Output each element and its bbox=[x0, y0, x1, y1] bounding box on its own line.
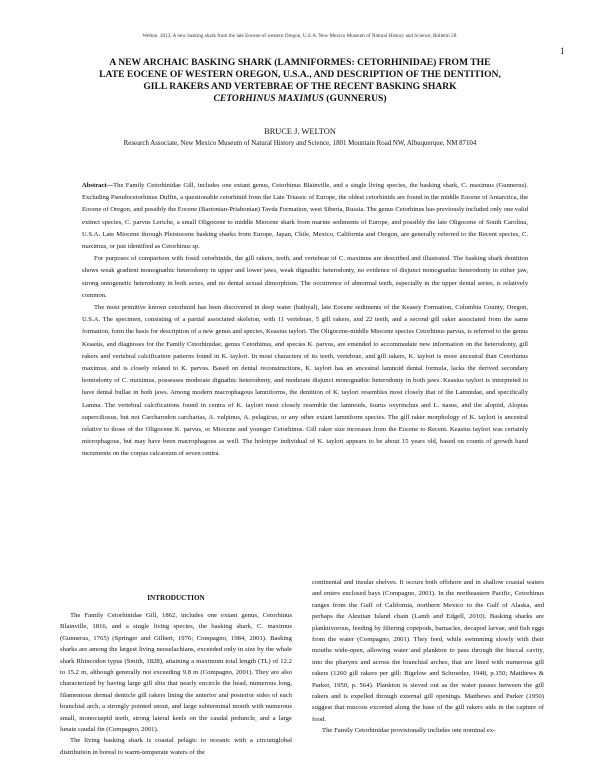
abstract bbox=[82, 180, 528, 461]
paper-title bbox=[40, 57, 560, 105]
abstract-paragraph: Abstract—The Family Cetorhinidae Gill, includes one extant genus, Cetorhinus Blainville, and a single living species, the basking shark, C. maximus (Gunnerus). Excluding Pseudocetorhinus Duffin, a questionable cetorhinid from the Late Triassic of Europe, the oldest cetorhinids are found in the middle Eocene of Antarctica, the Eocene of Oregon, and possibly the Eocene (Bartonian-Priabonian) Tavda Formation, west Siberia, Russia. The genus Cetorhinus has previously included only one valid extinct species, C. parvus Leriche, a small Oligocene to middle Miocene shark from marine sediments of Europe, and possibly the late Oligocene of South Carolina, U.S.A. Late Miocene through Pleistocene basking sharks from Europe, Japan, Chile, Mexico, California and Oregon, are generally referred to the Recent species, C. maximus, or just identified as Cetorhinus sp. bbox=[82, 182, 528, 251]
body-paragraph: continental and insular shelves. It occurs both offshore and in shallow coastal waters and enters enclosed bays (Compagno, 2001). In the northeastern Pacific, Cetorhinus ranges from the Gulf of California, northern Mexico to the Gulf of Alaska, and perhaps the Aleutian Island chain (Lamb and Edgell, 2010). Basking sharks are planktivorous, feeding by filtering copepods, barnacles, decapod larvae, and fish eggs from the water (Compagno, 2001). They feed, while swimming slowly with their mouths wide-open, allowing water and plankton to pass through the buccal cavity, into the pharynx and across the branchial arches, that are lined with numerous gill rakers (1260 gill rakers per gill: Bigelow and Schroeder, 1948, p.150; Matthews & Parker, 1950, p. 564). Plankton is sieved out as the water passes between the gill rakers and is expelled through external gill openings. Matthews and Parker (1950) suggest that mucous excreted along the base of the gill rakers aids in the capture of food. bbox=[312, 579, 544, 723]
running-header: Welton, 2013, A new basking shark from the late Eocene of western Oregon, U.S.A. New Mexico Museum of Natural History and Science, Bulletin 58. bbox=[142, 33, 458, 39]
abstract-paragraph: For purposes of comparison with fossil cetorhinids, the gill rakers, teeth, and vertebrae of C. maximus are described and illustrated. The basking shark dentition shows weak gradient monognathic heterodonty in upper and lower jaws, weak dignathic heterodonty, no evidence of disjunct monognathic heterodonty in either jaw, strong ontogenetic heterodonty in both sexes, and no dental sexual dimorphism. The occurrence of abnormal teeth, especially in the upper dental series, is relatively common. bbox=[82, 255, 528, 299]
body-paragraph: The living basking shark is coastal pelagic to oceanic with a circumglobal distribution in boreal to warm-temperate waters of the bbox=[60, 737, 292, 756]
title-species-author: (GUNNERUS) bbox=[323, 93, 387, 104]
title-species: CETORHINUS MAXIMUS bbox=[213, 93, 324, 104]
body-paragraph: The Family Cetorhinidae Gill, 1862, includes one extant genus, Cetorhinus Blainville, 1816, and a single living species, the basking shark, C. maximus (Gunnerus, 1765) (Springer and Gilbert, 1976; Compagno, 1984, 2001). Basking sharks are among the largest living neoselachians, exceeded only in size by the whale shark Rhincodon typus (Smith, 1828), attaining a maximum total length (TL) of 12.2 to 15.2 m, although generally not exceeding 9.8 m (Compagno, 2001). They are also characterized by having large gill slits that nearly encircle the head, numerous long, filamentous dermal denticle gill rakers lining the anterior and posterior sides of each branchial arch, a strongly pointed snout, and large subterminal mouth with numerous small, monocuspid teeth, strong lateral keels on the caudal peduncle, and a large lunate caudal fin (Compagno, 2001). bbox=[60, 612, 292, 734]
text-column-left bbox=[60, 610, 292, 758]
abstract-paragraph: The most primitive known cetorhinid has been discovered in deep water (bathyal), late Eocene sediments of the Keasey Formation, Columbia County, Oregon, U.S.A. The specimen, consisting of a partial associated skeleton, with 11 vertebrae, 5 gill rakers, and 22 teeth, and a second gill raker associated from the same formation, form the basis for description of a new genus and species, Keasius taylori. The Oligocene-middle Miocene species Cetorhinus parvus, is referred to the genus Keasius, and diagnoses for the Family Cetorhinidae, genus Cetorhinus, and species K. parvus, are emended to accommodate new information on the heterodonty, gill rakers and vertebral calcification patterns found in K. taylori. In most characters of its teeth, vertebrae, and gill rakers, K. taylori is more ancestral than Cetorhinus maximus, and is closely related to K. parvus. Based on dental reconstructions, K. taylori has an ancestral lamnoid dental formula, lacks the derived secondary homodonty of C. maximus, possesses moderate dignathic heterodonty, and moderate disjunct monognathic heterodonty in both jaws. Keasius taylori is interpreted to have dental bullae in both jaws. Among modern macrophagous lamniforms, the dentition of K. taylori resembles most closely that of the Lamnidae, and specifically Lamna. The vertebral calcifications found in centra of K. taylori most closely resemble the lamnoids, Isurus oxyrinchus and L. nasus, and the alopiid, Alopias superciliosus, but not Carcharodon carcharias, A. vulpinus, A. pelagicus, or any other extant lamniform species. The gill raker morphology of K. taylori is ancestral relative to those of the Oligocene K. parvus, or Miocene and younger Cetorhinus. Gill raker size increases from the Eocene to Recent. Keasius taylori was certainly microphagous, but may have been macrophagous as well. The holotype individual of K. taylori appears to be about 15 years old, based on counts of growth band increments on the corpus calcareum of seven centra. bbox=[82, 304, 528, 458]
title-line-1: A NEW ARCHAIC BASKING SHARK (LAMNIFORMES: CETORHINIDAE) FROM THE bbox=[109, 57, 491, 68]
section-heading: INTRODUCTION bbox=[147, 594, 205, 602]
title-line-3: GILL RAKERS AND VERTEBRAE OF THE RECENT BASKING SHARK bbox=[143, 81, 457, 92]
text-column-right bbox=[312, 577, 544, 737]
author: BRUCE J. WELTON bbox=[264, 127, 336, 136]
affiliation: Research Associate, New Mexico Museum of Natural History and Science, 1801 Mountain Road NW, Albuquerque, NM 87104 bbox=[123, 140, 477, 147]
page-number: 1 bbox=[560, 46, 565, 56]
abstract-label: Abstract— bbox=[82, 182, 114, 189]
title-line-4 bbox=[40, 93, 560, 105]
body-paragraph: The Family Cetorhinidae provisionally includes one nominal ex- bbox=[322, 727, 496, 735]
title-line-2: LATE EOCENE OF WESTERN OREGON, U.S.A., AND DESCRIPTION OF THE DENTITION, bbox=[99, 69, 501, 80]
